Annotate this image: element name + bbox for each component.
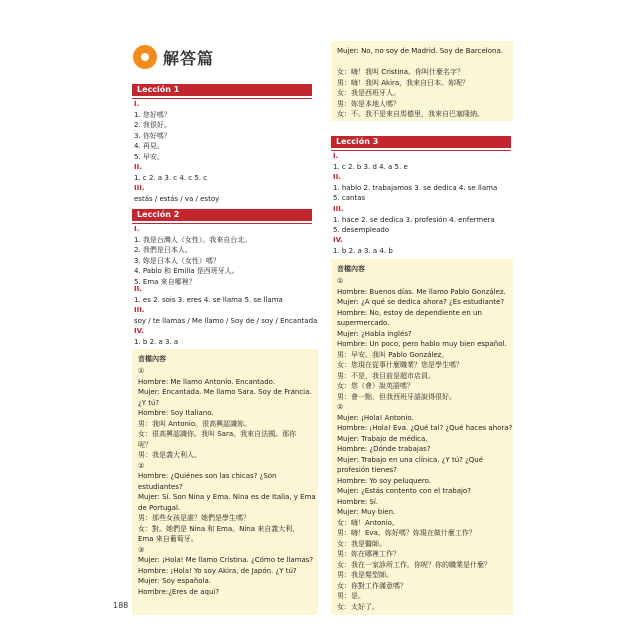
list-item: 2. 我們是日本人。: [134, 246, 192, 254]
list-item: 2. 我很好。: [134, 121, 171, 129]
lesson3-section-2: II. 1. hablo 2. trabajamos 3. se dedica 4. se llama 5. cantas: [333, 173, 498, 202]
lesson3-section-3: III. 1. hace 2. se dedica 3. profesión 4. enfermera 5. desempleado: [333, 205, 495, 234]
page-header: [133, 45, 214, 69]
audio-title: 音檔內容: [337, 265, 365, 273]
list-item: 4. Pablo 和 Emilia 是西班牙人。: [134, 267, 239, 275]
lesson1-section-2: II. 1. c 2. a 3. c 4. c 5. c: [134, 163, 208, 182]
audio-title: 音檔內容: [138, 355, 166, 363]
lesson2-section-2: II. 1. es 2. sois 3. eres 4. se llama 5. se llama: [134, 285, 283, 304]
lesson2-audio-continued: Mujer: No, no soy de Madrid. Soy de Barcelona. 女：嗨！我叫 Cristina。你叫什麼名字？ 男：嗨！我叫 Akira，我來自日本。妳呢？ 女：我是西班牙人。 男：妳是本地人嗎？ 女：不。我不是來自馬德里，我來自巴塞隆納。: [331, 41, 513, 121]
page-number: 188: [113, 601, 129, 610]
list-item: 3. 妳是日本人（女性）嗎？: [134, 256, 220, 265]
lesson3-section-1: I. 1. c 2. b 3. d 4. a 5. e: [333, 152, 408, 171]
lesson3-audio-transcript: 音檔內容 ① Hombre: Buenos días. Me llamo Pablo González. Mujer: ¿A qué se dedica ahora? ¿Es estudiante? Hombre: No, estoy de dependiente en un supermercado. Mujer: ¿Habla inglés? Hombre: Un poco, pero hablo muy bien español. 男：早安。我叫 Pablo González。 女：您現在從事什麼職業？您是學生嗎？ 男：不是，我目前是超市店員。 女：您（會）說英語嗎？ 男：會一點，但我西班牙語說得很好。 ② Mujer: ¡Hola! Antonio. Hombre: ¡Hola! Eva. ¿Qué tal? ¿Qué haces ahora? Mujer: Trabajo de médica. Hombre: ¿Dónde trabajas? Mujer: Trabajo en una clínica. ¿Y tú? ¿Qué profesión tienes? Hombre: Yo soy peluquero. Mujer: ¿Estás contento con el trabajo? Hombre: Sí. Mujer: Muy bien. 女：嗨！Antonio。 男：嗨！Eva。妳好嗎？妳現在做什麼工作？ 女：我是醫師。 男：妳在哪裡工作？ 女：我在一家診所工作。你呢？你的職業是什麼？ 男：我是髮型師。 女：你對工作滿意嗎？ 男：是。 女：太好了。: [331, 259, 513, 615]
list-item: 3. 你好嗎？: [134, 131, 171, 140]
lesson2-audio-transcript: 音檔內容 ① Hombre: Me llamo Antonio. Encantado. Mujer: Encantada. Me llamo Sara. Soy de Francia. ¿Y tú? Hombre: Soy Italiano. 男：我叫 Antonio。很高興認識妳。 女：很高興認識你。我叫 Sara。我來自法國。那你 呢？ 男：我是義大利人。 ② Hombre: ¿Quiénes son las chicas? ¿Son estudiantes? Mujer: Sí. Son Nina y Ema. Nina es de Italia, y Ema de Portugal. 男：那些女孩是誰？她們是學生嗎？ 女：對。她們是 Nina 和 Ema。Nina 來自義大利， Ema 來自葡萄牙。 ③ Mujer: ¡Hola! Me llamo Cristina. ¿Cómo te llamas? Hombre: ¡Hola! Yo soy Akira, de Japón. ¿Y tú? Mujer: Soy española. Hombre:¿Eres de aquí?: [132, 349, 318, 615]
lesson3-section-4: IV. 1. b 2. a 3. a 4. b: [333, 236, 393, 255]
list-item: 5. Ema 來自哪裡？: [134, 277, 196, 286]
list-item: 1. 我是台灣人（女性）。我來自台北。: [134, 235, 252, 244]
list-item: 1. 您好嗎？: [134, 110, 171, 119]
lesson2-heading: Lección 2: [132, 209, 312, 221]
lesson1-section-1: I. 1. 您好嗎？ 2. 我很好。 3. 你好嗎？ 4. 再見。 5. 早安。: [134, 100, 171, 161]
lesson2-section-3: III. soy / te llamas / Me llamo / Soy de / soy / Encantada: [134, 306, 318, 325]
list-item: 5. 早安。: [134, 152, 164, 161]
lesson2-section-4: IV. 1. b 2. a 3. a: [134, 327, 179, 346]
lightbulb-icon: [133, 45, 157, 69]
list-item: 4. 再見。: [134, 142, 164, 150]
lesson1-heading: Lección 1: [132, 84, 312, 96]
lesson3-heading: Lección 3: [331, 136, 511, 148]
lesson2-section-1: I. 1. 我是台灣人（女性）。我來自台北。 2. 我們是日本人。 3. 妳是日本人（女性）嗎？ 4. Pablo 和 Emilia 是西班牙人。 5. Ema 來自哪裡？: [134, 225, 252, 286]
page-title: 解答篇: [163, 48, 215, 68]
lesson1-section-3: III. estás / estás / va / estoy: [134, 184, 220, 203]
